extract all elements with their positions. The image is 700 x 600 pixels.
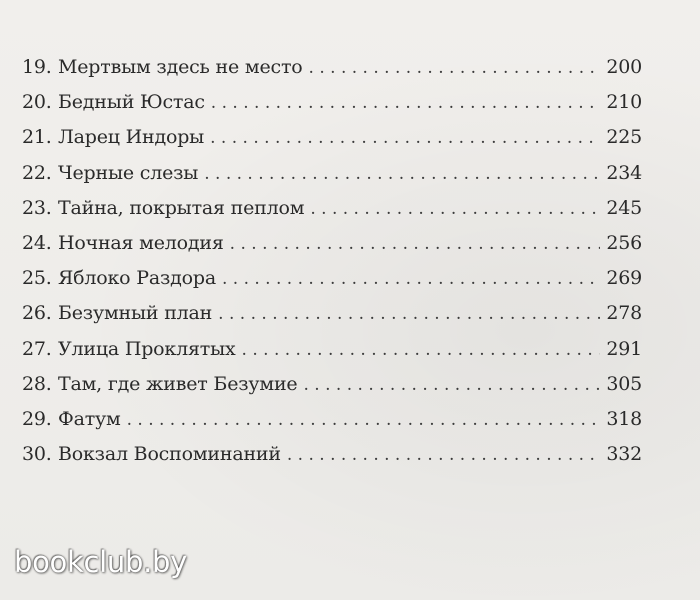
chapter-number: 29.	[22, 407, 52, 430]
chapter-number: 19.	[22, 56, 52, 78]
toc-entry-27	[22, 332, 642, 367]
chapter-number: 27.	[22, 337, 52, 360]
page-number: 234	[606, 161, 642, 184]
chapter-number: 25.	[22, 267, 52, 290]
table-of-contents	[22, 50, 642, 472]
chapter-title: Вокзал Воспоминаний	[58, 443, 281, 466]
chapter-title: Ночная мелодия	[58, 231, 224, 254]
page-number: 278	[606, 302, 642, 325]
dot-leader	[303, 368, 600, 403]
toc-entry-25	[22, 261, 642, 296]
chapter-title: Мертвым здесь не место	[58, 56, 303, 78]
page-number: 200	[606, 56, 642, 78]
chapter-title: Тайна, покрытая пеплом	[58, 196, 305, 219]
chapter-number: 30.	[22, 443, 52, 466]
chapter-number: 28.	[22, 372, 52, 395]
page-number: 245	[606, 196, 642, 219]
chapter-title: Там, где живет Безумие	[58, 372, 298, 395]
chapter-number: 23.	[22, 196, 52, 219]
dot-leader	[210, 121, 600, 156]
page-number: 318	[606, 407, 642, 430]
chapter-number: 20.	[22, 91, 52, 114]
toc-entry-21	[22, 120, 642, 155]
chapter-title: Фатум	[58, 407, 121, 430]
dot-leader	[222, 262, 600, 297]
chapter-title: Ларец Индоры	[58, 126, 205, 149]
chapter-number: 24.	[22, 231, 52, 254]
toc-entry-19	[22, 50, 642, 85]
dot-leader	[204, 157, 600, 192]
toc-entry-26	[22, 296, 642, 331]
toc-entry-20	[22, 85, 642, 120]
chapter-title: Черные слезы	[58, 161, 199, 184]
page-number: 332	[606, 443, 642, 466]
chapter-title: Яблоко Раздора	[58, 267, 216, 290]
dot-leader	[211, 86, 601, 121]
dot-leader	[230, 227, 601, 262]
chapter-title: Бедный Юстас	[58, 91, 205, 114]
page-number: 305	[606, 372, 642, 395]
dot-leader	[287, 438, 600, 473]
chapter-title: Улица Проклятых	[58, 337, 236, 360]
chapter-number: 26.	[22, 302, 52, 325]
dot-leader	[127, 403, 601, 438]
dot-leader	[242, 333, 601, 368]
dot-leader	[309, 51, 601, 86]
page-number: 256	[606, 231, 642, 254]
toc-entry-24	[22, 226, 642, 261]
chapter-number: 21.	[22, 126, 52, 149]
dot-leader	[218, 297, 600, 332]
page-number: 269	[606, 267, 642, 290]
toc-entry-23	[22, 191, 642, 226]
toc-entry-22	[22, 156, 642, 191]
chapter-number: 22.	[22, 161, 52, 184]
page-number: 210	[606, 91, 642, 114]
watermark: bookclub.by	[14, 545, 187, 579]
toc-entry-28	[22, 367, 642, 402]
dot-leader	[310, 192, 600, 227]
toc-entry-29	[22, 402, 642, 437]
chapter-title: Безумный план	[58, 302, 213, 325]
toc-entry-30	[22, 437, 642, 472]
page-number: 225	[606, 126, 642, 149]
page-number: 291	[606, 337, 642, 360]
